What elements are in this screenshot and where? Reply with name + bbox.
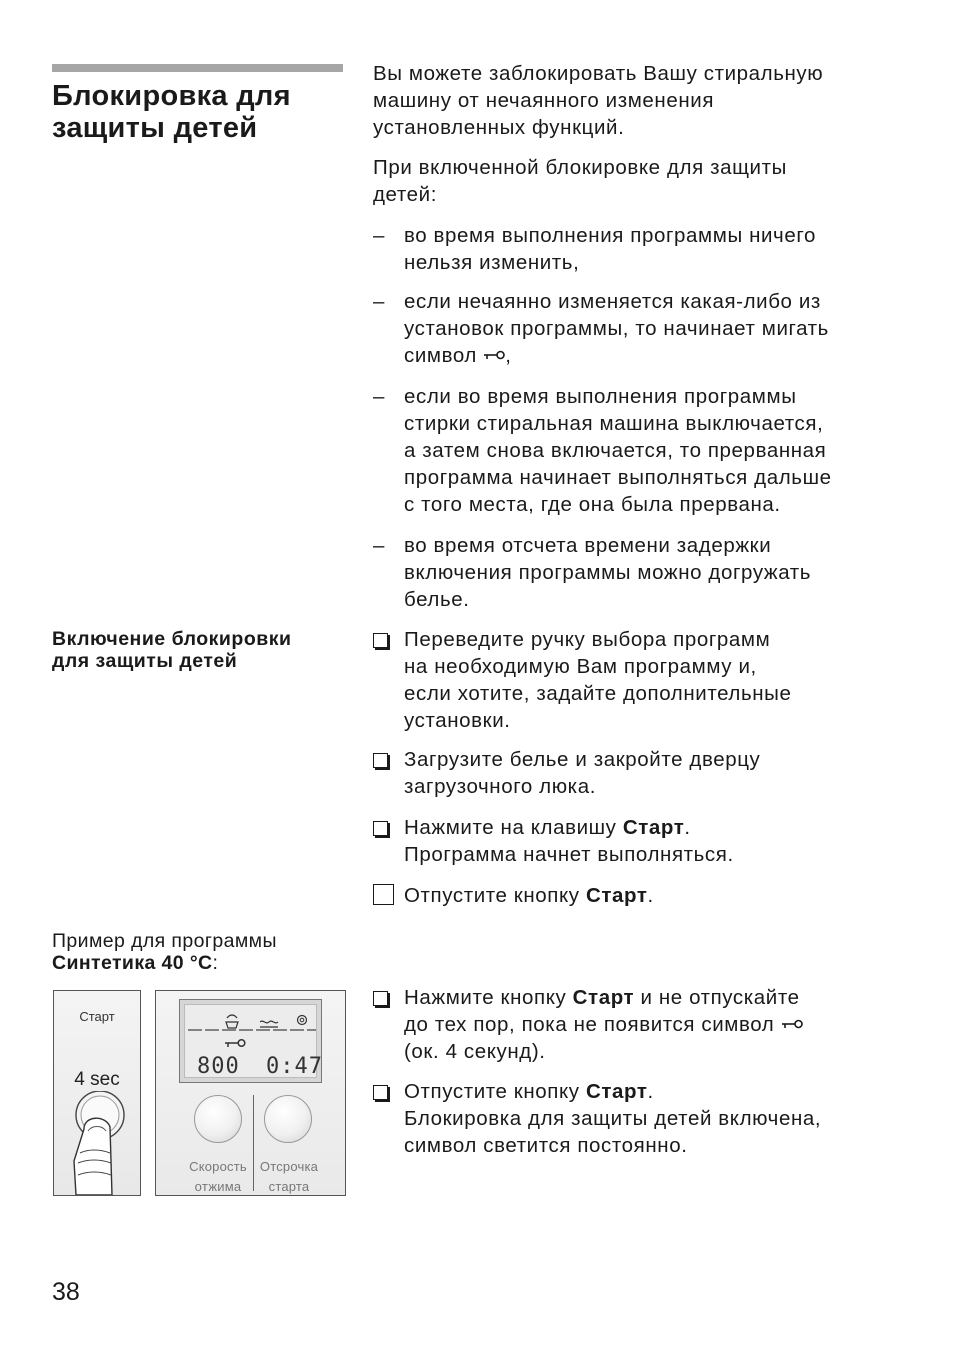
start-label: Старт (79, 1009, 115, 1024)
step-item (373, 1078, 903, 1159)
bullet-line: если во время выполнения программы (404, 385, 797, 408)
step-text: Нажмите на клавишу (404, 816, 623, 839)
title-line: Блокировка для (52, 80, 291, 112)
step-line: Переведите ручку выбора программ (404, 628, 771, 651)
example-line: Пример для программы (52, 930, 277, 952)
dash-mark: – (373, 224, 386, 247)
control-panel-figure (155, 990, 346, 1196)
bullet-line: стирки стиральная машина выключается, (404, 412, 824, 435)
spin-speed-label (181, 1157, 255, 1197)
bullet-line: белье. (404, 588, 470, 611)
step-item (373, 984, 903, 1065)
delay-start-knob (264, 1095, 312, 1143)
enabled-line: детей: (373, 183, 437, 206)
page-title (52, 80, 352, 144)
step-text: . (647, 1080, 654, 1103)
knob-label-line: Отсрочка (259, 1159, 319, 1174)
step-line: на необходимую Вам программу и, (404, 655, 757, 678)
bullet-line: установок программы, то начинает мигать (404, 317, 829, 340)
intro-line: машину от нечаянного изменения (373, 89, 715, 112)
step-text: Отпустите кнопку (404, 884, 586, 907)
step-text: . (647, 884, 654, 907)
key-lock-icon (781, 1019, 803, 1029)
step-item (373, 814, 903, 868)
bullet-line: включения программы можно догружать (404, 561, 812, 584)
page-number: 38 (52, 1278, 80, 1306)
step-item (373, 746, 903, 800)
enabled-paragraph (373, 154, 903, 208)
step-item (373, 882, 903, 909)
comma: , (505, 344, 512, 367)
start-key-name: Старт (572, 986, 635, 1009)
step-text: . (684, 816, 691, 839)
finger-press-icon (54, 1091, 140, 1195)
bullet-line: если нечаянно изменяется какая-либо из (404, 290, 821, 313)
section-heading-line: для защиты детей (52, 650, 238, 672)
step-line (404, 984, 903, 1011)
step-line: Загрузите белье и закройте дверцу (404, 748, 761, 771)
program-name: Синтетика 40 °C (52, 952, 213, 974)
key-lock-icon (224, 1038, 246, 1048)
section-heading-line: Включение блокировки (52, 628, 292, 650)
step-line: (ок. 4 секунд). (404, 1040, 546, 1063)
bullet-line: во время отсчета времени задержки (404, 534, 772, 557)
knob-label-line: Скорость (189, 1159, 247, 1174)
checkbox-icon (373, 991, 388, 1006)
step-line: установки. (404, 709, 511, 732)
checkbox-icon (373, 821, 388, 836)
bullet-line: программа начинает выполняться дальше (404, 466, 832, 489)
intro-line: Вы можете заблокировать Вашу стиральную (373, 62, 824, 85)
step-line: Блокировка для защиты детей включена, (404, 1107, 822, 1130)
bullet-item (373, 532, 903, 613)
bullet-item (373, 383, 903, 518)
dash-mark: – (373, 290, 386, 313)
dash-mark: – (373, 385, 386, 408)
knob-label-line: старта (268, 1179, 310, 1194)
step-item (373, 626, 903, 734)
checkbox-icon (373, 633, 388, 648)
checkbox-icon (373, 1085, 388, 1100)
bullet-item (373, 288, 903, 369)
time-readout: 0:47 (266, 1054, 323, 1079)
lcd-display (179, 999, 322, 1083)
start-key-name: Старт (622, 816, 685, 839)
bullet-item (373, 222, 903, 276)
empty-checkbox-icon (373, 884, 394, 905)
start-key-name: Старт (585, 1080, 648, 1103)
step-line: Программа начнет выполняться. (404, 843, 734, 866)
spin-speed-knob (194, 1095, 242, 1143)
symbol-word: символ (404, 344, 477, 367)
knob-label-line: отжима (194, 1179, 242, 1194)
step-line: загрузочного люка. (404, 775, 596, 798)
intro-line: установленных функций. (373, 116, 625, 139)
step-line: если хотите, задайте дополнительные (404, 682, 792, 705)
bullet-line: во время выполнения программы ничего (404, 224, 816, 247)
step-text: Нажмите кнопку (404, 986, 573, 1009)
intro-paragraph (373, 60, 903, 141)
step-line (404, 814, 903, 841)
hold-duration-label: 4 sec (74, 1069, 120, 1090)
dash-mark: – (373, 534, 386, 557)
step-line (404, 1078, 903, 1105)
step-line: символ светится постоянно. (404, 1134, 688, 1157)
bullet-line (404, 342, 903, 369)
section-heading (52, 628, 291, 672)
bullet-line: с того места, где она была прервана. (404, 493, 781, 516)
delay-start-label (252, 1157, 326, 1197)
start-button-panel (53, 990, 141, 1196)
step-line (404, 1011, 903, 1038)
bullet-line: а затем снова включается, то прерванная (404, 439, 827, 462)
colon: : (212, 952, 219, 974)
step-line (404, 882, 903, 909)
bullet-line: нельзя изменить, (404, 251, 580, 274)
example-line (52, 952, 277, 974)
enabled-line: При включенной блокировке для защиты (373, 156, 787, 179)
start-key-name: Старт (585, 884, 648, 907)
step-text: и не отпускайте (634, 986, 800, 1009)
step-text: до тех пор, пока не появится символ (404, 1013, 775, 1036)
title-line: защиты детей (52, 112, 258, 144)
example-caption (52, 930, 277, 974)
checkbox-icon (373, 753, 388, 768)
title-rule (52, 64, 343, 72)
step-text: Отпустите кнопку (404, 1080, 586, 1103)
spin-speed-readout: 800 (197, 1054, 240, 1079)
key-lock-icon (483, 350, 505, 360)
